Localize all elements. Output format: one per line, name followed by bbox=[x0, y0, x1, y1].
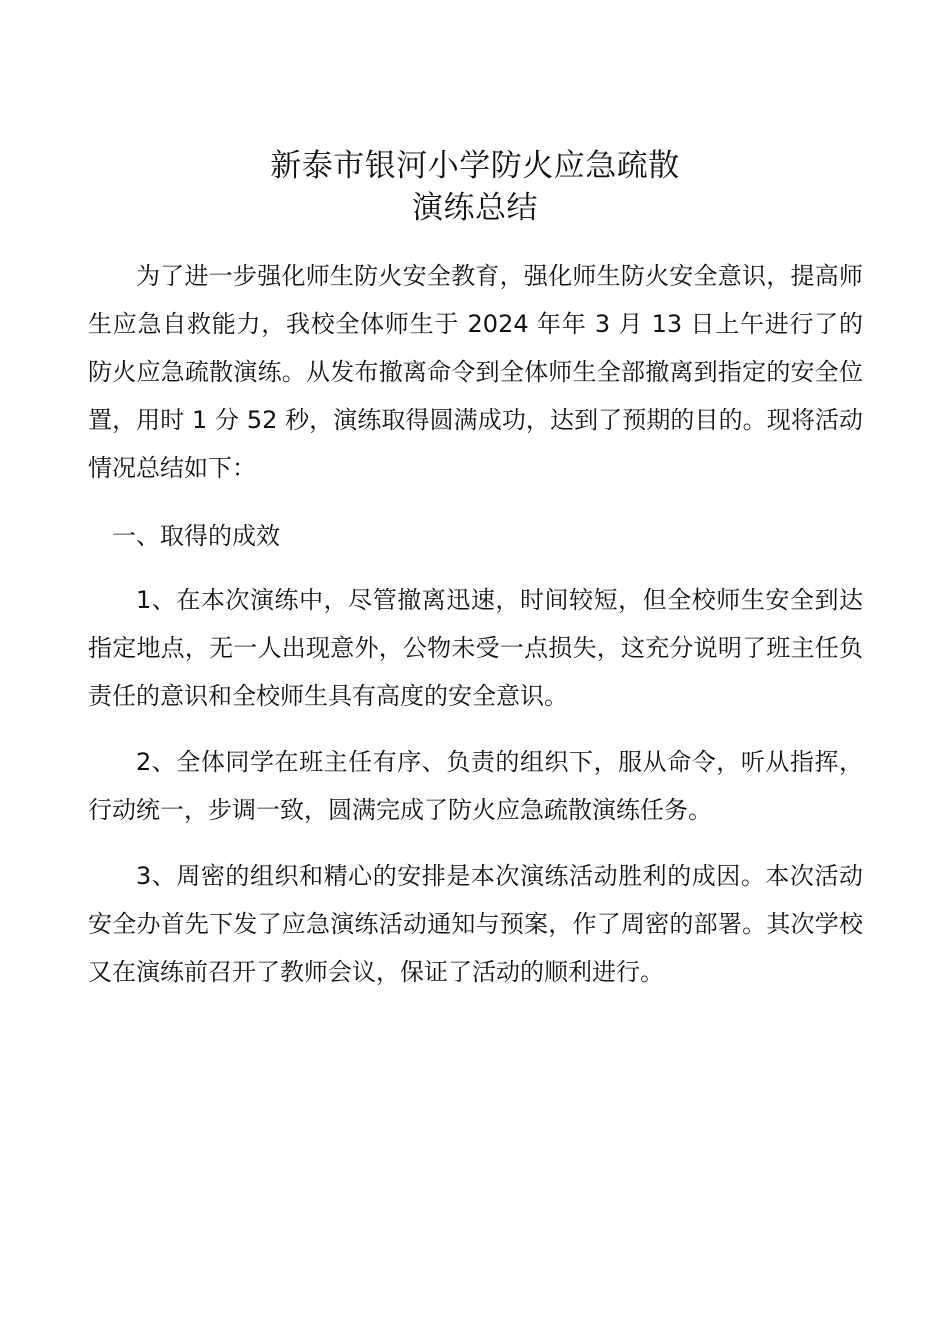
section-heading: 一、取得的成效 bbox=[112, 522, 280, 550]
document-title-line-1: 新泰市银河小学防火应急疏散 bbox=[270, 148, 680, 184]
item-paragraph-2: 2、全体同学在班主任有序、负责的组织下，服从命令，听从指挥，行动统一，步调一致，圆满完成了防火应急疏散演练任务。 bbox=[88, 748, 863, 824]
document-title-line-2: 演练总结 bbox=[412, 190, 538, 226]
item-paragraph-1: 1、在本次演练中，尽管撤离迅速，时间较短，但全校师生安全到达指定地点，无一人出现意外，公物未受一点损失，这充分说明了班主任负责任的意识和全校师生具有高度的安全意识。 bbox=[88, 586, 863, 710]
intro-paragraph: 为了进一步强化师生防火安全教育，强化师生防火安全意识，提高师生应急自救能力，我校全体师生于 2024 年年 3 月 13 日上午进行了的防火应急疏散演练。从发布撤离命令到全体师生全部撤离到指定的安全位置，用时 1 分 52 秒，演练取得圆满成功，达到了预期的目的。现将活动情况总结如下： bbox=[88, 262, 863, 482]
item-paragraph-3: 3、周密的组织和精心的安排是本次演练活动胜利的成因。本次活动安全办首先下发了应急演练活动通知与预案，作了周密的部署。其次学校又在演练前召开了教师会议，保证了活动的顺利进行。 bbox=[88, 862, 863, 986]
